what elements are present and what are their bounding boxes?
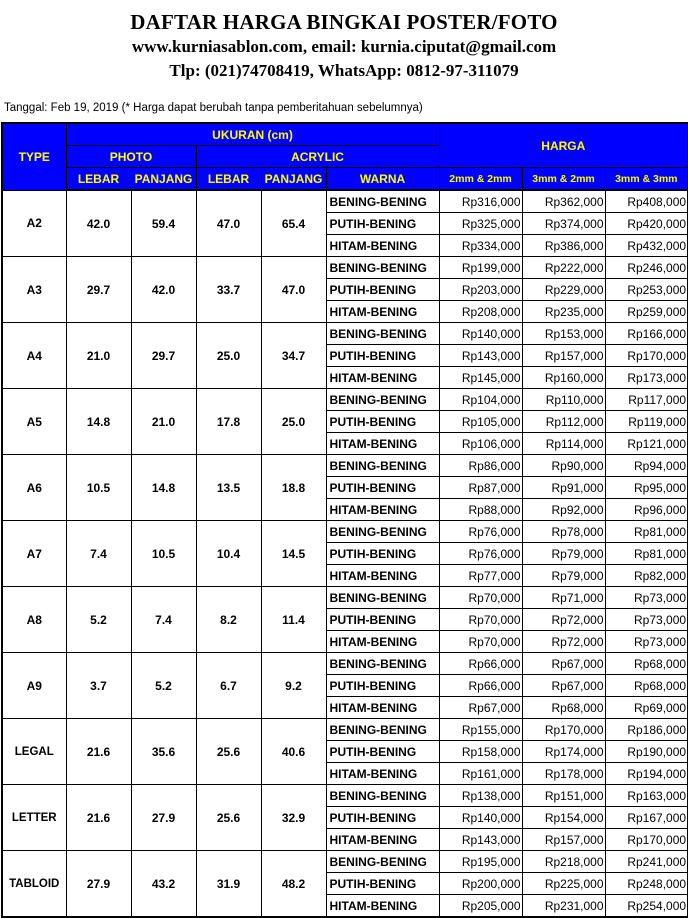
acrylic-panjang-cell: 34.7 — [261, 323, 326, 389]
price-cell: Rp231,000 — [522, 895, 605, 918]
acrylic-lebar-cell: 25.6 — [196, 719, 261, 785]
type-cell: A9 — [2, 653, 66, 719]
price-cell: Rp114,000 — [522, 433, 605, 455]
warna-cell: HITAM-BENING — [326, 631, 439, 653]
warna-cell: PUTIH-BENING — [326, 411, 439, 433]
photo-panjang-cell: 7.4 — [131, 587, 196, 653]
warna-cell: HITAM-BENING — [326, 565, 439, 587]
price-cell: Rp153,000 — [522, 323, 605, 345]
price-cell: Rp117,000 — [605, 389, 688, 411]
photo-lebar-cell: 14.8 — [66, 389, 131, 455]
photo-lebar-cell: 10.5 — [66, 455, 131, 521]
table-row — [2, 719, 688, 741]
price-cell: Rp163,000 — [605, 785, 688, 807]
price-cell: Rp121,000 — [605, 433, 688, 455]
price-cell: Rp68,000 — [522, 697, 605, 719]
warna-cell: HITAM-BENING — [326, 697, 439, 719]
price-cell: Rp95,000 — [605, 477, 688, 499]
warna-cell: BENING-BENING — [326, 653, 439, 675]
price-cell: Rp140,000 — [439, 323, 522, 345]
header-acrylic: ACRYLIC — [196, 146, 439, 168]
header-photo-panjang: PANJANG — [131, 168, 196, 191]
acrylic-lebar-cell: 8.2 — [196, 587, 261, 653]
price-cell: Rp178,000 — [522, 763, 605, 785]
table-row — [2, 257, 688, 279]
photo-lebar-cell: 21.0 — [66, 323, 131, 389]
price-cell: Rp248,000 — [605, 873, 688, 895]
price-cell: Rp386,000 — [522, 235, 605, 257]
acrylic-panjang-cell: 9.2 — [261, 653, 326, 719]
price-cell: Rp374,000 — [522, 213, 605, 235]
price-cell: Rp166,000 — [605, 323, 688, 345]
table-row — [2, 851, 688, 873]
price-cell: Rp194,000 — [605, 763, 688, 785]
photo-panjang-cell: 21.0 — [131, 389, 196, 455]
table-row — [2, 653, 688, 675]
price-cell: Rp104,000 — [439, 389, 522, 411]
header-harga: HARGA — [439, 123, 688, 168]
table-row — [2, 190, 688, 213]
price-cell: Rp316,000 — [439, 190, 522, 213]
price-cell: Rp81,000 — [605, 543, 688, 565]
warna-cell: HITAM-BENING — [326, 829, 439, 851]
price-cell: Rp67,000 — [439, 697, 522, 719]
table-row — [2, 389, 688, 411]
price-cell: Rp87,000 — [439, 477, 522, 499]
price-cell: Rp158,000 — [439, 741, 522, 763]
header-photo: PHOTO — [66, 146, 196, 168]
price-cell: Rp173,000 — [605, 367, 688, 389]
price-cell: Rp70,000 — [439, 587, 522, 609]
price-cell: Rp225,000 — [522, 873, 605, 895]
price-cell: Rp79,000 — [522, 565, 605, 587]
type-cell: A8 — [2, 587, 66, 653]
price-cell: Rp170,000 — [522, 719, 605, 741]
acrylic-panjang-cell: 14.5 — [261, 521, 326, 587]
price-cell: Rp154,000 — [522, 807, 605, 829]
price-cell: Rp70,000 — [439, 609, 522, 631]
acrylic-panjang-cell: 32.9 — [261, 785, 326, 851]
price-cell: Rp246,000 — [605, 257, 688, 279]
warna-cell: HITAM-BENING — [326, 301, 439, 323]
price-cell: Rp200,000 — [439, 873, 522, 895]
photo-lebar-cell: 5.2 — [66, 587, 131, 653]
warna-cell: PUTIH-BENING — [326, 279, 439, 301]
price-cell: Rp167,000 — [605, 807, 688, 829]
price-cell: Rp241,000 — [605, 851, 688, 873]
price-cell: Rp76,000 — [439, 543, 522, 565]
price-cell: Rp66,000 — [439, 675, 522, 697]
price-cell: Rp362,000 — [522, 190, 605, 213]
price-cell: Rp71,000 — [522, 587, 605, 609]
price-cell: Rp77,000 — [439, 565, 522, 587]
acrylic-panjang-cell: 25.0 — [261, 389, 326, 455]
warna-cell: PUTIH-BENING — [326, 477, 439, 499]
type-cell: A6 — [2, 455, 66, 521]
type-cell: A5 — [2, 389, 66, 455]
acrylic-panjang-cell: 48.2 — [261, 851, 326, 918]
contact-phone: Tlp: (021)74708419, WhatsApp: 0812-97-311079 — [169, 61, 519, 80]
price-table — [1, 122, 688, 918]
warna-cell: BENING-BENING — [326, 851, 439, 873]
price-cell: Rp91,000 — [522, 477, 605, 499]
price-table-body — [2, 190, 688, 917]
photo-panjang-cell: 43.2 — [131, 851, 196, 918]
acrylic-panjang-cell: 11.4 — [261, 587, 326, 653]
header-acrylic-panjang: PANJANG — [261, 168, 326, 191]
contact-web-email: www.kurniasablon.com, email: kurnia.ciputat@gmail.com — [131, 37, 557, 56]
photo-panjang-cell: 5.2 — [131, 653, 196, 719]
price-cell: Rp73,000 — [605, 587, 688, 609]
price-cell: Rp334,000 — [439, 235, 522, 257]
price-cell: Rp174,000 — [522, 741, 605, 763]
price-cell: Rp73,000 — [605, 609, 688, 631]
price-cell: Rp72,000 — [522, 631, 605, 653]
warna-cell: BENING-BENING — [326, 521, 439, 543]
photo-panjang-cell: 29.7 — [131, 323, 196, 389]
acrylic-panjang-cell: 65.4 — [261, 190, 326, 257]
price-cell: Rp70,000 — [439, 631, 522, 653]
price-cell: Rp229,000 — [522, 279, 605, 301]
price-cell: Rp86,000 — [439, 455, 522, 477]
warna-cell: BENING-BENING — [326, 323, 439, 345]
warna-cell: BENING-BENING — [326, 190, 439, 213]
page-title: DAFTAR HARGA BINGKAI POSTER/FOTO — [130, 10, 558, 34]
acrylic-lebar-cell: 31.9 — [196, 851, 261, 918]
warna-cell: HITAM-BENING — [326, 499, 439, 521]
price-cell: Rp140,000 — [439, 807, 522, 829]
price-cell: Rp106,000 — [439, 433, 522, 455]
price-cell: Rp186,000 — [605, 719, 688, 741]
price-cell: Rp218,000 — [522, 851, 605, 873]
warna-cell: PUTIH-BENING — [326, 807, 439, 829]
price-cell: Rp76,000 — [439, 521, 522, 543]
warna-cell: BENING-BENING — [326, 455, 439, 477]
price-cell: Rp73,000 — [605, 631, 688, 653]
price-cell: Rp119,000 — [605, 411, 688, 433]
header-price-3mm-2mm: 3mm & 2mm — [522, 168, 605, 191]
warna-cell: HITAM-BENING — [326, 367, 439, 389]
header-price-2mm-2mm: 2mm & 2mm — [439, 168, 522, 191]
photo-panjang-cell: 42.0 — [131, 257, 196, 323]
table-row — [2, 455, 688, 477]
photo-lebar-cell: 21.6 — [66, 785, 131, 851]
price-cell: Rp408,000 — [605, 190, 688, 213]
price-cell: Rp222,000 — [522, 257, 605, 279]
acrylic-lebar-cell: 17.8 — [196, 389, 261, 455]
photo-lebar-cell: 27.9 — [66, 851, 131, 918]
price-cell: Rp88,000 — [439, 499, 522, 521]
acrylic-lebar-cell: 6.7 — [196, 653, 261, 719]
photo-lebar-cell: 21.6 — [66, 719, 131, 785]
table-row — [2, 521, 688, 543]
warna-cell: BENING-BENING — [326, 587, 439, 609]
photo-lebar-cell: 42.0 — [66, 190, 131, 257]
table-row — [2, 323, 688, 345]
warna-cell: PUTIH-BENING — [326, 609, 439, 631]
warna-cell: PUTIH-BENING — [326, 741, 439, 763]
price-cell: Rp325,000 — [439, 213, 522, 235]
warna-cell: BENING-BENING — [326, 257, 439, 279]
header-acrylic-lebar: LEBAR — [196, 168, 261, 191]
table-row — [2, 785, 688, 807]
warna-cell: PUTIH-BENING — [326, 675, 439, 697]
price-cell: Rp235,000 — [522, 301, 605, 323]
price-cell: Rp68,000 — [605, 653, 688, 675]
header-warna: WARNA — [326, 168, 439, 191]
acrylic-lebar-cell: 47.0 — [196, 190, 261, 257]
acrylic-lebar-cell: 25.6 — [196, 785, 261, 851]
photo-panjang-cell: 10.5 — [131, 521, 196, 587]
price-cell: Rp160,000 — [522, 367, 605, 389]
header-ukuran: UKURAN (cm) — [66, 123, 439, 146]
price-cell: Rp259,000 — [605, 301, 688, 323]
price-cell: Rp92,000 — [522, 499, 605, 521]
acrylic-panjang-cell: 40.6 — [261, 719, 326, 785]
photo-panjang-cell: 59.4 — [131, 190, 196, 257]
warna-cell: HITAM-BENING — [326, 763, 439, 785]
price-cell: Rp90,000 — [522, 455, 605, 477]
price-cell: Rp199,000 — [439, 257, 522, 279]
price-cell: Rp143,000 — [439, 829, 522, 851]
warna-cell: PUTIH-BENING — [326, 543, 439, 565]
price-cell: Rp66,000 — [439, 653, 522, 675]
price-cell: Rp253,000 — [605, 279, 688, 301]
header-price-3mm-3mm: 3mm & 3mm — [605, 168, 688, 191]
price-cell: Rp105,000 — [439, 411, 522, 433]
price-cell: Rp195,000 — [439, 851, 522, 873]
price-cell: Rp254,000 — [605, 895, 688, 918]
warna-cell: HITAM-BENING — [326, 895, 439, 918]
warna-cell: PUTIH-BENING — [326, 213, 439, 235]
warna-cell: BENING-BENING — [326, 389, 439, 411]
price-cell: Rp72,000 — [522, 609, 605, 631]
price-cell: Rp68,000 — [605, 675, 688, 697]
warna-cell: BENING-BENING — [326, 719, 439, 741]
photo-lebar-cell: 7.4 — [66, 521, 131, 587]
price-cell: Rp190,000 — [605, 741, 688, 763]
price-cell: Rp143,000 — [439, 345, 522, 367]
warna-cell: PUTIH-BENING — [326, 345, 439, 367]
acrylic-lebar-cell: 25.0 — [196, 323, 261, 389]
price-cell: Rp208,000 — [439, 301, 522, 323]
price-cell: Rp110,000 — [522, 389, 605, 411]
acrylic-panjang-cell: 47.0 — [261, 257, 326, 323]
price-cell: Rp205,000 — [439, 895, 522, 918]
photo-panjang-cell: 35.6 — [131, 719, 196, 785]
price-cell: Rp157,000 — [522, 345, 605, 367]
price-cell: Rp203,000 — [439, 279, 522, 301]
price-cell: Rp145,000 — [439, 367, 522, 389]
type-cell: TABLOID — [2, 851, 66, 918]
type-cell: A2 — [2, 190, 66, 257]
price-cell: Rp67,000 — [522, 653, 605, 675]
price-cell: Rp432,000 — [605, 235, 688, 257]
price-cell: Rp170,000 — [605, 345, 688, 367]
price-cell: Rp69,000 — [605, 697, 688, 719]
type-cell: LEGAL — [2, 719, 66, 785]
warna-cell: BENING-BENING — [326, 785, 439, 807]
price-cell: Rp161,000 — [439, 763, 522, 785]
acrylic-lebar-cell: 13.5 — [196, 455, 261, 521]
price-cell: Rp78,000 — [522, 521, 605, 543]
date-note: Tanggal: Feb 19, 2019 (* Harga dapat berubah tanpa pemberitahuan sebelumnya) — [4, 102, 423, 114]
price-cell: Rp170,000 — [605, 829, 688, 851]
header-type: TYPE — [2, 123, 66, 190]
acrylic-panjang-cell: 18.8 — [261, 455, 326, 521]
document-header — [0, 9, 688, 82]
acrylic-lebar-cell: 10.4 — [196, 521, 261, 587]
warna-cell: HITAM-BENING — [326, 235, 439, 257]
photo-lebar-cell: 3.7 — [66, 653, 131, 719]
price-cell: Rp67,000 — [522, 675, 605, 697]
price-cell: Rp420,000 — [605, 213, 688, 235]
price-cell: Rp157,000 — [522, 829, 605, 851]
photo-panjang-cell: 14.8 — [131, 455, 196, 521]
warna-cell: HITAM-BENING — [326, 433, 439, 455]
price-cell: Rp112,000 — [522, 411, 605, 433]
type-cell: A7 — [2, 521, 66, 587]
type-cell: LETTER — [2, 785, 66, 851]
price-cell: Rp96,000 — [605, 499, 688, 521]
price-cell: Rp151,000 — [522, 785, 605, 807]
price-cell: Rp81,000 — [605, 521, 688, 543]
acrylic-lebar-cell: 33.7 — [196, 257, 261, 323]
type-cell: A4 — [2, 323, 66, 389]
price-cell: Rp79,000 — [522, 543, 605, 565]
type-cell: A3 — [2, 257, 66, 323]
photo-lebar-cell: 29.7 — [66, 257, 131, 323]
photo-panjang-cell: 27.9 — [131, 785, 196, 851]
table-row — [2, 587, 688, 609]
price-cell: Rp138,000 — [439, 785, 522, 807]
price-cell: Rp155,000 — [439, 719, 522, 741]
header-photo-lebar: LEBAR — [66, 168, 131, 191]
price-cell: Rp94,000 — [605, 455, 688, 477]
warna-cell: PUTIH-BENING — [326, 873, 439, 895]
price-cell: Rp82,000 — [605, 565, 688, 587]
